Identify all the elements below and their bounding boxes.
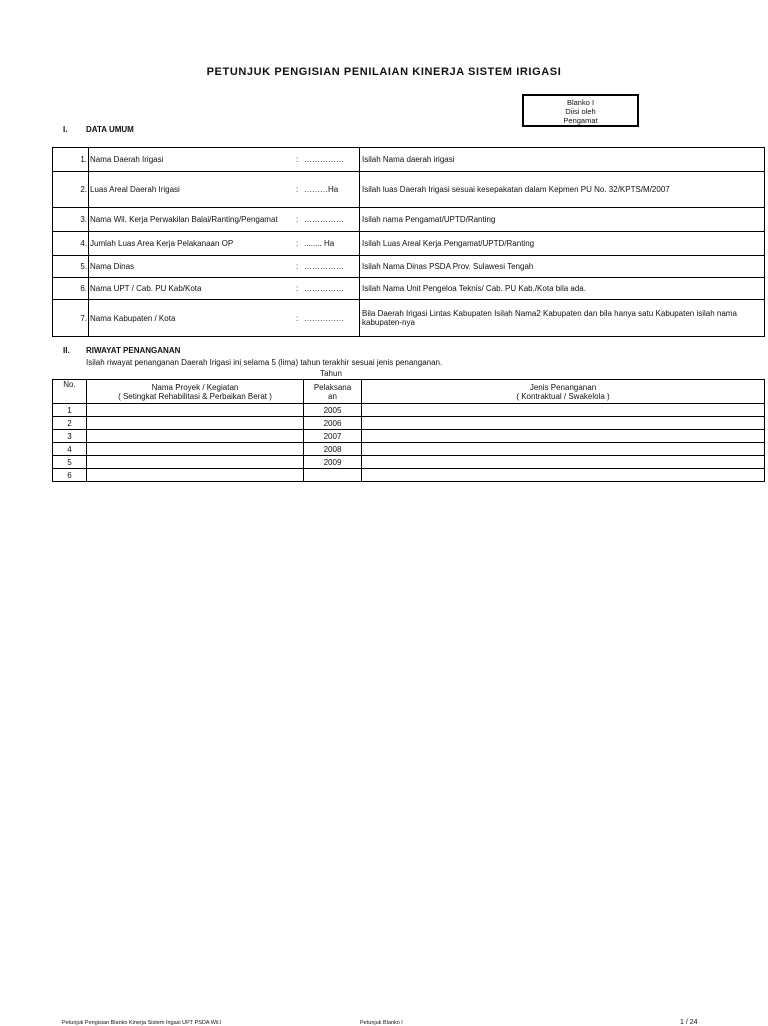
row-fill-dots: ........ Ha — [304, 232, 360, 256]
header-jenis-line1: Jenis Penanganan — [529, 382, 597, 392]
row-instruction: Isilah luas Daerah Irigasi sesuai kesepakatan dalam Kepmen PU No. 32/KPTS/M/2007 — [360, 172, 765, 208]
header-tahun-line3: an — [328, 391, 337, 401]
table-row — [53, 417, 765, 430]
table-row — [53, 404, 765, 417]
row-jenis — [362, 443, 765, 456]
row-number: 4. — [53, 232, 89, 256]
header-jenis-line2: ( Kontraktual / Swakelola ) — [516, 391, 610, 401]
row-fill-dots: …………… — [304, 208, 360, 232]
row-label: Nama Dinas — [89, 256, 297, 278]
row-number: 1. — [53, 148, 89, 172]
row-instruction: Isilah Nama daerah irigasi — [360, 148, 765, 172]
table-row — [53, 172, 765, 208]
row-tahun: 2007 — [304, 430, 362, 443]
row-instruction: Isilah nama Pengamat/UPTD/Ranting — [360, 208, 765, 232]
header-no: No. — [53, 380, 87, 404]
row-label: Nama UPT / Cab. PU Kab/Kota — [89, 278, 297, 300]
row-jenis — [362, 456, 765, 469]
table-row — [53, 148, 765, 172]
row-no: 3 — [53, 430, 87, 443]
row-jenis — [362, 469, 765, 482]
row-colon: : — [296, 172, 304, 208]
row-no: 6 — [53, 469, 87, 482]
blanko-line3: Pengamat — [563, 116, 598, 125]
header-tahun-line2: Pelaksana — [313, 382, 352, 392]
table-row — [53, 430, 765, 443]
row-label: Jumlah Luas Area Kerja Pelakanaan OP — [89, 232, 297, 256]
table-row — [53, 232, 765, 256]
row-fill-dots: …………… — [304, 278, 360, 300]
row-number: 5. — [53, 256, 89, 278]
row-colon: : — [296, 278, 304, 300]
row-fill-dots: …………… — [304, 256, 360, 278]
row-colon: : — [296, 232, 304, 256]
row-no: 4 — [53, 443, 87, 456]
row-proyek — [87, 430, 304, 443]
row-number: 6. — [53, 278, 89, 300]
row-number: 3. — [53, 208, 89, 232]
riwayat-table — [52, 379, 765, 482]
header-tahun — [304, 380, 362, 404]
section2-heading: RIWAYAT PENANGANAN — [86, 346, 181, 355]
row-fill-dots: ………Ha — [304, 172, 360, 208]
table-row — [53, 443, 765, 456]
table-row — [53, 456, 765, 469]
table-header-row — [53, 380, 765, 404]
row-number: 7. — [53, 300, 89, 337]
header-proyek-line1: Nama Proyek / Kegiatan — [151, 382, 239, 392]
row-instruction: Isilah Luas Areal Kerja Pengamat/UPTD/Ranting — [360, 232, 765, 256]
header-proyek-line2: ( Setingkat Rehabilitasi & Perbaikan Berat ) — [118, 391, 272, 401]
row-tahun — [304, 469, 362, 482]
row-tahun: 2009 — [304, 456, 362, 469]
header-proyek — [87, 380, 304, 404]
row-number: 2. — [53, 172, 89, 208]
row-instruction: Bila Daerah Irigasi Lintas Kabupaten Isilah Nama2 Kabupaten dan bila hanya satu Kabupaten isilah nama kabupaten-nya — [360, 300, 765, 337]
header-jenis — [362, 380, 765, 404]
row-colon: : — [296, 256, 304, 278]
row-jenis — [362, 404, 765, 417]
table-row — [53, 300, 765, 337]
row-colon: : — [296, 300, 304, 337]
row-label: Nama Wil. Kerja Perwakilan Balai/Ranting/Pengamat — [89, 208, 297, 232]
blanko-line1: Blanko I — [566, 98, 595, 107]
table-row — [53, 256, 765, 278]
section2-number: II. — [63, 346, 70, 355]
row-tahun: 2008 — [304, 443, 362, 456]
row-label: Nama Kabupaten / Kota — [89, 300, 297, 337]
row-proyek — [87, 469, 304, 482]
row-no: 2 — [53, 417, 87, 430]
row-colon: : — [296, 208, 304, 232]
blanko-box — [522, 94, 639, 127]
row-fill-dots: …………… — [304, 148, 360, 172]
row-proyek — [87, 417, 304, 430]
row-no: 5 — [53, 456, 87, 469]
row-instruction: Isilah Nama Unit Pengeloa Teknis/ Cab. PU Kab./Kota bila ada. — [360, 278, 765, 300]
section1-number: I. — [63, 125, 68, 134]
table-row — [53, 469, 765, 482]
row-instruction: Isilah Nama Dinas PSDA Prov. Sulawesi Tengah — [360, 256, 765, 278]
row-proyek — [87, 443, 304, 456]
blanko-line2: Diisi oleh — [565, 107, 596, 116]
header-tahun-line1: Tahun — [320, 369, 342, 378]
row-tahun: 2006 — [304, 417, 362, 430]
row-label: Luas Areal Daerah Irigasi — [89, 172, 297, 208]
section2-subtitle: Isilah riwayat penanganan Daerah Irigasi ini selama 5 (lima) tahun terakhir sesuai jenis penanganan. — [86, 358, 443, 367]
page-number: 1 / 24 — [680, 1019, 698, 1026]
footer-center: Petunjuk Blanko I — [360, 1020, 403, 1026]
row-no: 1 — [53, 404, 87, 417]
row-proyek — [87, 456, 304, 469]
row-proyek — [87, 404, 304, 417]
data-umum-table — [52, 147, 765, 337]
row-fill-dots: …………… — [304, 300, 360, 337]
table-row — [53, 278, 765, 300]
row-label: Nama Daerah Irigasi — [89, 148, 297, 172]
row-tahun: 2005 — [304, 404, 362, 417]
row-jenis — [362, 430, 765, 443]
row-colon: : — [296, 148, 304, 172]
page-title: PETUNJUK PENGISIAN PENILAIAN KINERJA SISTEM IRIGASI — [206, 66, 562, 78]
section1-heading: DATA UMUM — [86, 125, 134, 134]
row-jenis — [362, 417, 765, 430]
footer-left: Petunjuk Pengisian Blanko Kinerja Sistem Irigasi UPT PSDA Wil.I — [62, 1020, 222, 1026]
table-row — [53, 208, 765, 232]
